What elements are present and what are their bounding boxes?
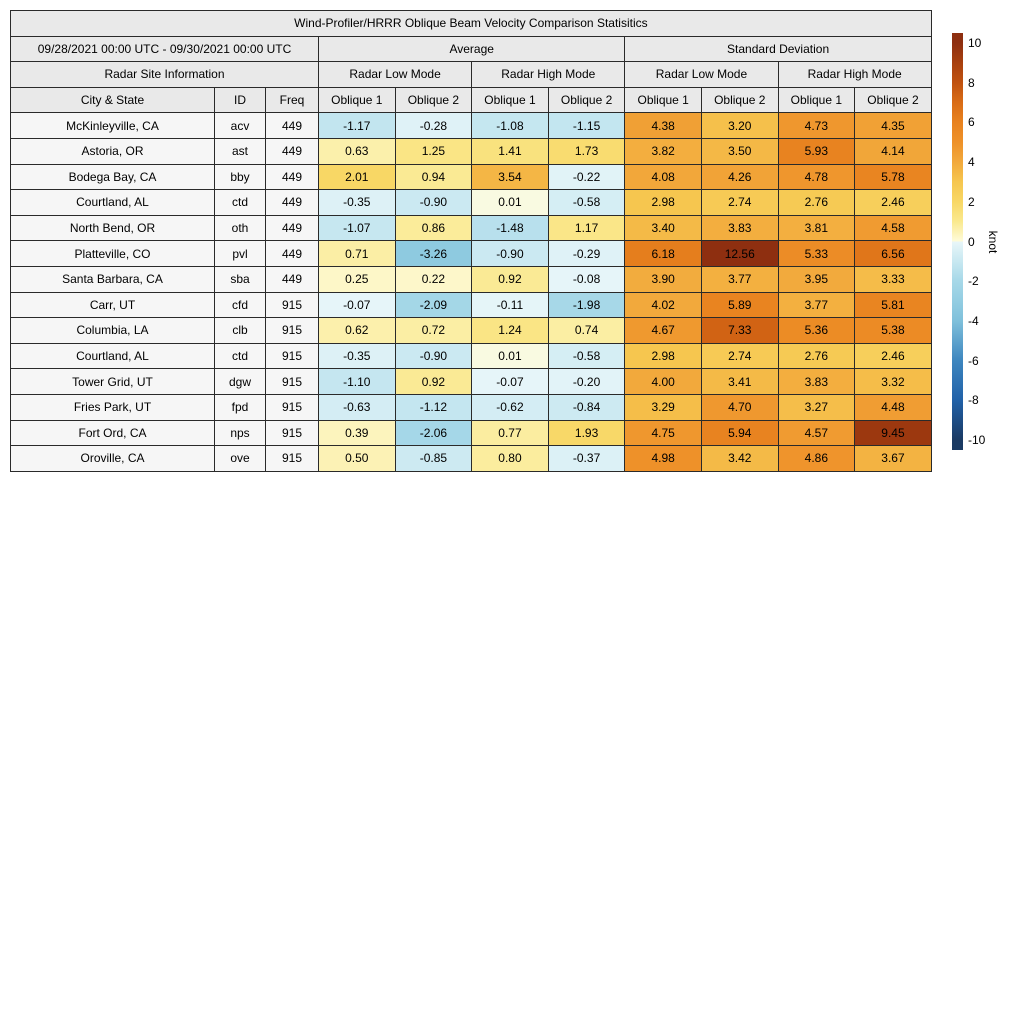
value-cell: 4.73 bbox=[778, 113, 855, 139]
value-cell: 4.02 bbox=[625, 292, 702, 318]
value-cell: 5.78 bbox=[855, 164, 932, 190]
freq-cell: 915 bbox=[266, 446, 319, 472]
period-label: 09/28/2021 00:00 UTC - 09/30/2021 00:00 UTC bbox=[11, 36, 319, 62]
value-cell: -0.22 bbox=[548, 164, 625, 190]
value-cell: -1.15 bbox=[548, 113, 625, 139]
value-cell: 2.76 bbox=[778, 343, 855, 369]
group-std-label: Standard Deviation bbox=[625, 36, 931, 62]
value-cell: 6.18 bbox=[625, 241, 702, 267]
group-header-row bbox=[11, 36, 932, 62]
value-cell: 0.80 bbox=[472, 446, 549, 472]
city-cell: Oroville, CA bbox=[11, 446, 215, 472]
table-row bbox=[11, 369, 932, 395]
freq-cell: 449 bbox=[266, 164, 319, 190]
value-cell: 3.95 bbox=[778, 266, 855, 292]
value-cell: 1.25 bbox=[395, 138, 472, 164]
col-header-8: Oblique 2 bbox=[701, 87, 778, 113]
freq-cell: 915 bbox=[266, 343, 319, 369]
value-cell: 3.81 bbox=[778, 215, 855, 241]
col-header-3: Oblique 1 bbox=[319, 87, 396, 113]
colorbar-tick-label: 0 bbox=[968, 234, 975, 249]
mode-header-row bbox=[11, 62, 932, 88]
value-cell: -0.90 bbox=[395, 343, 472, 369]
value-cell: 2.46 bbox=[855, 343, 932, 369]
value-cell: 3.50 bbox=[701, 138, 778, 164]
value-cell: 7.33 bbox=[701, 318, 778, 344]
value-cell: -0.37 bbox=[548, 446, 625, 472]
value-cell: 5.93 bbox=[778, 138, 855, 164]
value-cell: 3.77 bbox=[701, 266, 778, 292]
value-cell: 4.78 bbox=[778, 164, 855, 190]
value-cell: -0.63 bbox=[319, 394, 396, 420]
mode-label-3: Radar High Mode bbox=[778, 62, 931, 88]
id-cell: oth bbox=[215, 215, 266, 241]
value-cell: 4.86 bbox=[778, 446, 855, 472]
city-cell: Courtland, AL bbox=[11, 190, 215, 216]
value-cell: 4.57 bbox=[778, 420, 855, 446]
freq-cell: 449 bbox=[266, 190, 319, 216]
value-cell: -0.58 bbox=[548, 190, 625, 216]
value-cell: -0.35 bbox=[319, 190, 396, 216]
value-cell: -1.48 bbox=[472, 215, 549, 241]
value-cell: 3.90 bbox=[625, 266, 702, 292]
table-row bbox=[11, 292, 932, 318]
value-cell: 1.93 bbox=[548, 420, 625, 446]
value-cell: 0.86 bbox=[395, 215, 472, 241]
table-row bbox=[11, 318, 932, 344]
value-cell: 2.98 bbox=[625, 190, 702, 216]
id-cell: ast bbox=[215, 138, 266, 164]
city-cell: Columbia, LA bbox=[11, 318, 215, 344]
colorbar-tick-label: 8 bbox=[968, 75, 975, 90]
value-cell: 0.63 bbox=[319, 138, 396, 164]
value-cell: 4.67 bbox=[625, 318, 702, 344]
value-cell: -0.90 bbox=[395, 190, 472, 216]
col-header-10: Oblique 2 bbox=[855, 87, 932, 113]
value-cell: -0.84 bbox=[548, 394, 625, 420]
freq-cell: 915 bbox=[266, 420, 319, 446]
id-cell: nps bbox=[215, 420, 266, 446]
city-cell: Carr, UT bbox=[11, 292, 215, 318]
value-cell: -2.06 bbox=[395, 420, 472, 446]
table-row bbox=[11, 343, 932, 369]
colorbar-tick-label: -8 bbox=[968, 393, 979, 408]
value-cell: 0.01 bbox=[472, 190, 549, 216]
freq-cell: 449 bbox=[266, 266, 319, 292]
table-row bbox=[11, 215, 932, 241]
value-cell: -0.35 bbox=[319, 343, 396, 369]
col-header-1: ID bbox=[215, 87, 266, 113]
colorbar-tick-label: 4 bbox=[968, 155, 975, 170]
value-cell: 3.29 bbox=[625, 394, 702, 420]
value-cell: 1.17 bbox=[548, 215, 625, 241]
value-cell: 4.00 bbox=[625, 369, 702, 395]
col-header-2: Freq bbox=[266, 87, 319, 113]
value-cell: 0.71 bbox=[319, 241, 396, 267]
mode-label-0: Radar Low Mode bbox=[319, 62, 472, 88]
freq-cell: 915 bbox=[266, 292, 319, 318]
city-cell: Bodega Bay, CA bbox=[11, 164, 215, 190]
value-cell: 0.94 bbox=[395, 164, 472, 190]
id-cell: ctd bbox=[215, 190, 266, 216]
id-cell: pvl bbox=[215, 241, 266, 267]
table-row bbox=[11, 190, 932, 216]
value-cell: 2.01 bbox=[319, 164, 396, 190]
mode-label-1: Radar High Mode bbox=[472, 62, 625, 88]
colorbar-tick-label: 6 bbox=[968, 115, 975, 130]
table-title: Wind-Profiler/HRRR Oblique Beam Velocity Comparison Statisitics bbox=[11, 11, 932, 37]
city-cell: McKinleyville, CA bbox=[11, 113, 215, 139]
value-cell: 0.92 bbox=[395, 369, 472, 395]
id-cell: sba bbox=[215, 266, 266, 292]
freq-cell: 449 bbox=[266, 215, 319, 241]
value-cell: 4.58 bbox=[855, 215, 932, 241]
value-cell: 3.33 bbox=[855, 266, 932, 292]
value-cell: 4.48 bbox=[855, 394, 932, 420]
value-cell: -0.07 bbox=[472, 369, 549, 395]
value-cell: 2.98 bbox=[625, 343, 702, 369]
value-cell: 1.41 bbox=[472, 138, 549, 164]
value-cell: 2.74 bbox=[701, 190, 778, 216]
value-cell: 4.98 bbox=[625, 446, 702, 472]
value-cell: -0.29 bbox=[548, 241, 625, 267]
value-cell: 5.94 bbox=[701, 420, 778, 446]
value-cell: -0.58 bbox=[548, 343, 625, 369]
id-cell: dgw bbox=[215, 369, 266, 395]
table-row bbox=[11, 164, 932, 190]
city-cell: Platteville, CO bbox=[11, 241, 215, 267]
site-info-label: Radar Site Information bbox=[11, 62, 319, 88]
value-cell: 12.56 bbox=[701, 241, 778, 267]
freq-cell: 449 bbox=[266, 113, 319, 139]
col-header-6: Oblique 2 bbox=[548, 87, 625, 113]
value-cell: 3.41 bbox=[701, 369, 778, 395]
value-cell: -1.07 bbox=[319, 215, 396, 241]
value-cell: 3.20 bbox=[701, 113, 778, 139]
colorbar-tick-label: -4 bbox=[968, 313, 979, 328]
col-header-7: Oblique 1 bbox=[625, 87, 702, 113]
city-cell: North Bend, OR bbox=[11, 215, 215, 241]
id-cell: cfd bbox=[215, 292, 266, 318]
value-cell: -0.08 bbox=[548, 266, 625, 292]
value-cell: 5.33 bbox=[778, 241, 855, 267]
value-cell: 3.32 bbox=[855, 369, 932, 395]
value-cell: 2.46 bbox=[855, 190, 932, 216]
value-cell: -0.90 bbox=[472, 241, 549, 267]
value-cell: -0.62 bbox=[472, 394, 549, 420]
value-cell: 4.70 bbox=[701, 394, 778, 420]
value-cell: 4.26 bbox=[701, 164, 778, 190]
value-cell: -0.20 bbox=[548, 369, 625, 395]
value-cell: -3.26 bbox=[395, 241, 472, 267]
table-row bbox=[11, 394, 932, 420]
value-cell: 4.38 bbox=[625, 113, 702, 139]
value-cell: 0.01 bbox=[472, 343, 549, 369]
city-cell: Tower Grid, UT bbox=[11, 369, 215, 395]
value-cell: 0.72 bbox=[395, 318, 472, 344]
value-cell: 4.35 bbox=[855, 113, 932, 139]
value-cell: 3.83 bbox=[701, 215, 778, 241]
value-cell: 0.62 bbox=[319, 318, 396, 344]
value-cell: 3.67 bbox=[855, 446, 932, 472]
table-row bbox=[11, 241, 932, 267]
value-cell: 3.42 bbox=[701, 446, 778, 472]
id-cell: acv bbox=[215, 113, 266, 139]
value-cell: -1.98 bbox=[548, 292, 625, 318]
freq-cell: 915 bbox=[266, 318, 319, 344]
value-cell: 0.77 bbox=[472, 420, 549, 446]
colorbar-unit-label: knot bbox=[986, 230, 1000, 253]
column-header-row bbox=[11, 87, 932, 113]
value-cell: 1.73 bbox=[548, 138, 625, 164]
id-cell: bby bbox=[215, 164, 266, 190]
value-cell: 4.14 bbox=[855, 138, 932, 164]
id-cell: fpd bbox=[215, 394, 266, 420]
value-cell: 2.74 bbox=[701, 343, 778, 369]
city-cell: Santa Barbara, CA bbox=[11, 266, 215, 292]
value-cell: 5.81 bbox=[855, 292, 932, 318]
value-cell: 3.83 bbox=[778, 369, 855, 395]
value-cell: 9.45 bbox=[855, 420, 932, 446]
colorbar-tick-label: -2 bbox=[968, 274, 979, 289]
value-cell: 0.22 bbox=[395, 266, 472, 292]
value-cell: 5.89 bbox=[701, 292, 778, 318]
value-cell: 3.77 bbox=[778, 292, 855, 318]
value-cell: 4.75 bbox=[625, 420, 702, 446]
value-cell: -1.12 bbox=[395, 394, 472, 420]
colorbar-gradient bbox=[952, 33, 963, 450]
value-cell: 6.56 bbox=[855, 241, 932, 267]
table-row bbox=[11, 420, 932, 446]
value-cell: 3.40 bbox=[625, 215, 702, 241]
city-cell: Fries Park, UT bbox=[11, 394, 215, 420]
id-cell: ctd bbox=[215, 343, 266, 369]
col-header-5: Oblique 1 bbox=[472, 87, 549, 113]
value-cell: 0.25 bbox=[319, 266, 396, 292]
value-cell: -2.09 bbox=[395, 292, 472, 318]
group-average-label: Average bbox=[319, 36, 625, 62]
value-cell: -0.11 bbox=[472, 292, 549, 318]
table-row bbox=[11, 266, 932, 292]
col-header-0: City & State bbox=[11, 87, 215, 113]
freq-cell: 449 bbox=[266, 138, 319, 164]
value-cell: 3.54 bbox=[472, 164, 549, 190]
value-cell: 0.39 bbox=[319, 420, 396, 446]
value-cell: 4.08 bbox=[625, 164, 702, 190]
freq-cell: 449 bbox=[266, 241, 319, 267]
value-cell: -0.28 bbox=[395, 113, 472, 139]
id-cell: clb bbox=[215, 318, 266, 344]
colorbar-tick-label: 10 bbox=[968, 35, 982, 50]
table-row bbox=[11, 138, 932, 164]
freq-cell: 915 bbox=[266, 394, 319, 420]
col-header-9: Oblique 1 bbox=[778, 87, 855, 113]
title-row bbox=[11, 11, 932, 37]
value-cell: 2.76 bbox=[778, 190, 855, 216]
mode-label-2: Radar Low Mode bbox=[625, 62, 778, 88]
value-cell: 0.92 bbox=[472, 266, 549, 292]
value-cell: 5.38 bbox=[855, 318, 932, 344]
value-cell: -1.17 bbox=[319, 113, 396, 139]
stats-table bbox=[10, 10, 932, 472]
city-cell: Courtland, AL bbox=[11, 343, 215, 369]
colorbar bbox=[952, 33, 1022, 450]
freq-cell: 915 bbox=[266, 369, 319, 395]
colorbar-tick-label: -6 bbox=[968, 353, 979, 368]
table-row bbox=[11, 113, 932, 139]
city-cell: Astoria, OR bbox=[11, 138, 215, 164]
value-cell: -0.85 bbox=[395, 446, 472, 472]
value-cell: -0.07 bbox=[319, 292, 396, 318]
table-row bbox=[11, 446, 932, 472]
city-cell: Fort Ord, CA bbox=[11, 420, 215, 446]
colorbar-tick-label: -10 bbox=[968, 433, 986, 448]
value-cell: 0.50 bbox=[319, 446, 396, 472]
id-cell: ove bbox=[215, 446, 266, 472]
value-cell: 3.27 bbox=[778, 394, 855, 420]
col-header-4: Oblique 2 bbox=[395, 87, 472, 113]
value-cell: -1.08 bbox=[472, 113, 549, 139]
value-cell: 1.24 bbox=[472, 318, 549, 344]
value-cell: 0.74 bbox=[548, 318, 625, 344]
colorbar-tick-label: 2 bbox=[968, 194, 975, 209]
value-cell: 5.36 bbox=[778, 318, 855, 344]
value-cell: 3.82 bbox=[625, 138, 702, 164]
value-cell: -1.10 bbox=[319, 369, 396, 395]
